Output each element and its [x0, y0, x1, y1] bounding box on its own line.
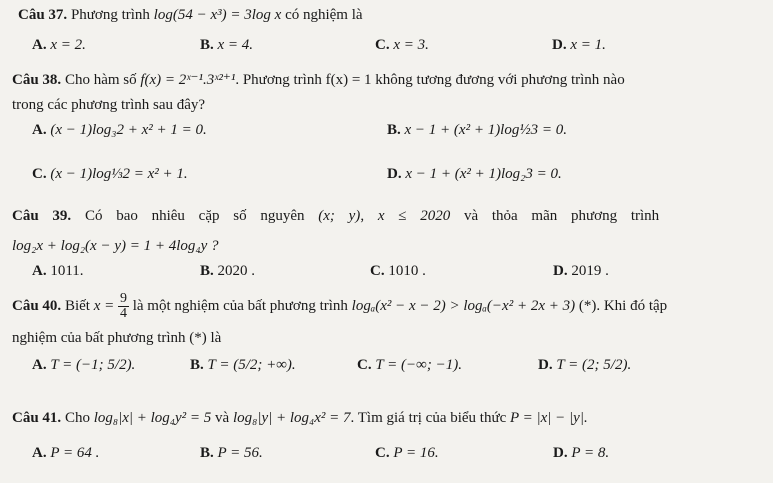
question-40-cont: nghiệm của bất phương trình (*) là: [12, 330, 222, 346]
question-41: Câu 41. Cho log₈|x| + log₄y² = 5 và log₈|y| + log₄x² = 7. Tìm giá trị của biểu thức P = |x| − |y|.: [12, 410, 588, 426]
question-38-cont: trong các phương trình sau đây?: [12, 97, 206, 113]
question-label: Câu 41.: [12, 410, 62, 426]
question-39-equation: log₂x + log₂(x − y) = 1 + 4log₄y ?: [12, 238, 219, 254]
q37-option-b[interactable]: B. x = 4.: [200, 37, 254, 53]
q37-option-c[interactable]: C. x = 3.: [375, 37, 429, 53]
question-label: Câu 38.: [12, 72, 62, 88]
q38-option-c[interactable]: C. (x − 1)log⅓2 = x² + 1.: [32, 166, 188, 182]
q41-option-b[interactable]: B. P = 56.: [200, 445, 263, 461]
question-37: Câu 37. Phương trình log(54 − x³) = 3log x có nghiệm là: [18, 7, 363, 23]
q41-option-c[interactable]: C. P = 16.: [375, 445, 439, 461]
question-label: Câu 40.: [12, 297, 62, 314]
q40-option-c[interactable]: C. T = (−∞; −1).: [357, 357, 462, 373]
question-40: Câu 40. Biết x = $\frac{9}{4}$ là một nghiệm của bất phương trình logₐ(x² − x − 2) > logₐ(−x² + 2x + 3) (*). Khi đó tập: [12, 291, 668, 321]
q37-option-a[interactable]: A. x = 2.: [32, 37, 86, 53]
q41-option-d[interactable]: D. P = 8.: [553, 445, 610, 461]
question-label: Câu 39.: [12, 208, 72, 224]
q39-option-c[interactable]: C. 1010 .: [370, 263, 426, 279]
q41-option-a[interactable]: A. P = 64 .: [32, 445, 100, 461]
question-38: Câu 38. Cho hàm số f(x) = 2ˣ⁻¹.3ˣ²⁺¹. Phương trình f(x) = 1 không tương đương với phương trình nào: [12, 72, 625, 88]
q38-option-d[interactable]: D. x − 1 + (x² + 1)log₂3 = 0.: [387, 166, 562, 182]
q38-option-a[interactable]: A. (x − 1)log₃2 + x² + 1 = 0.: [32, 122, 207, 138]
q39-option-d[interactable]: D. 2019 .: [553, 263, 609, 279]
q38-option-b[interactable]: B. x − 1 + (x² + 1)log½3 = 0.: [387, 122, 567, 138]
q40-option-a[interactable]: A. T = (−1; 5/2).: [32, 357, 136, 373]
question-label: Câu 37.: [18, 7, 68, 23]
q39-option-a[interactable]: A. 1011.: [32, 263, 84, 279]
q37-option-d[interactable]: D. x = 1.: [552, 37, 606, 53]
q40-option-d[interactable]: D. T = (2; 5/2).: [538, 357, 632, 373]
fraction-9-4: $\frac{9}{4}$: [119, 291, 127, 321]
q39-option-b[interactable]: B. 2020 .: [200, 263, 256, 279]
question-39: Câu 39. Có bao nhiêu cặp số nguyên (x; y), x ≤ 2020 và thỏa mãn phương trình: [12, 208, 660, 224]
q40-option-b[interactable]: B. T = (5/2; +∞).: [190, 357, 296, 373]
